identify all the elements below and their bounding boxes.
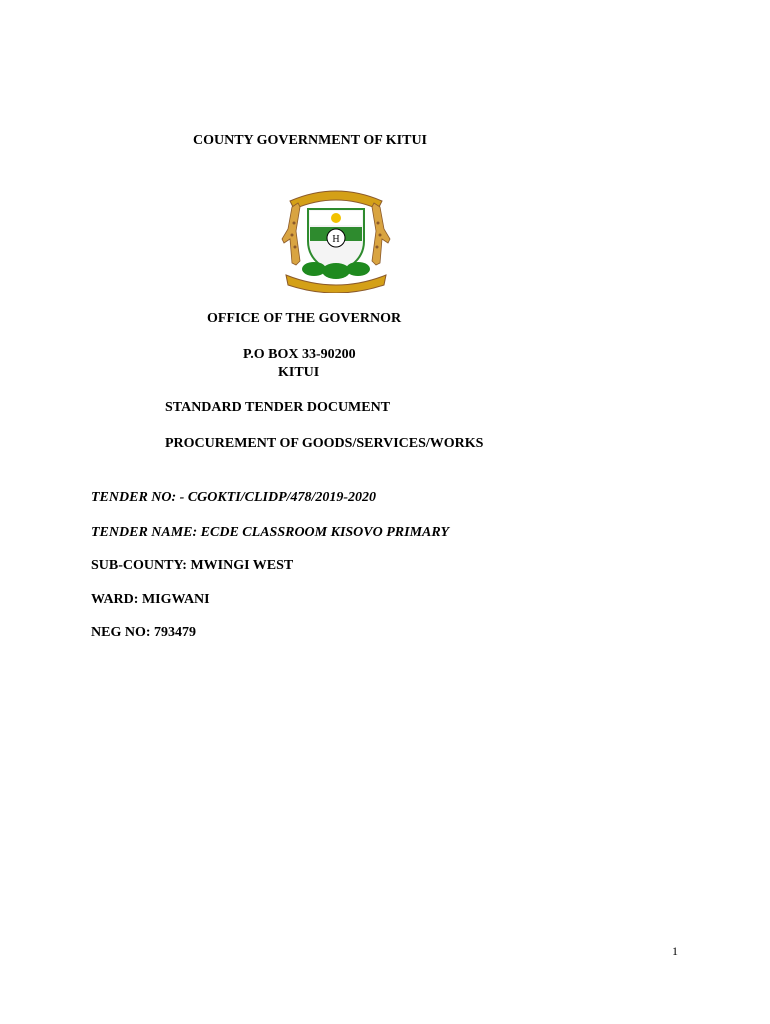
tender-number: TENDER NO: - CGOKTI/CLIDP/478/2019-2020 (91, 490, 377, 505)
ward: WARD: MIGWANI (91, 592, 210, 607)
office-name: OFFICE OF THE GOVERNOR (207, 311, 402, 326)
county-crest-emblem (270, 183, 402, 293)
county-title: COUNTY GOVERNMENT OF KITUI (193, 133, 428, 148)
sub-county: SUB-COUNTY: MWINGI WEST (91, 558, 294, 573)
tender-name: TENDER NAME: ECDE CLASSROOM KISOVO PRIMARY (91, 525, 450, 540)
office-po-box: P.O BOX 33-90200 (243, 347, 356, 362)
page-number: 1 (672, 944, 678, 958)
office-town: KITUI (278, 365, 320, 380)
document-type: STANDARD TENDER DOCUMENT (165, 400, 391, 415)
svg-text:H: H (332, 234, 340, 245)
procurement-line: PROCUREMENT OF GOODS/SERVICES/WORKS (165, 436, 484, 451)
neg-number: NEG NO: 793479 (91, 625, 196, 640)
